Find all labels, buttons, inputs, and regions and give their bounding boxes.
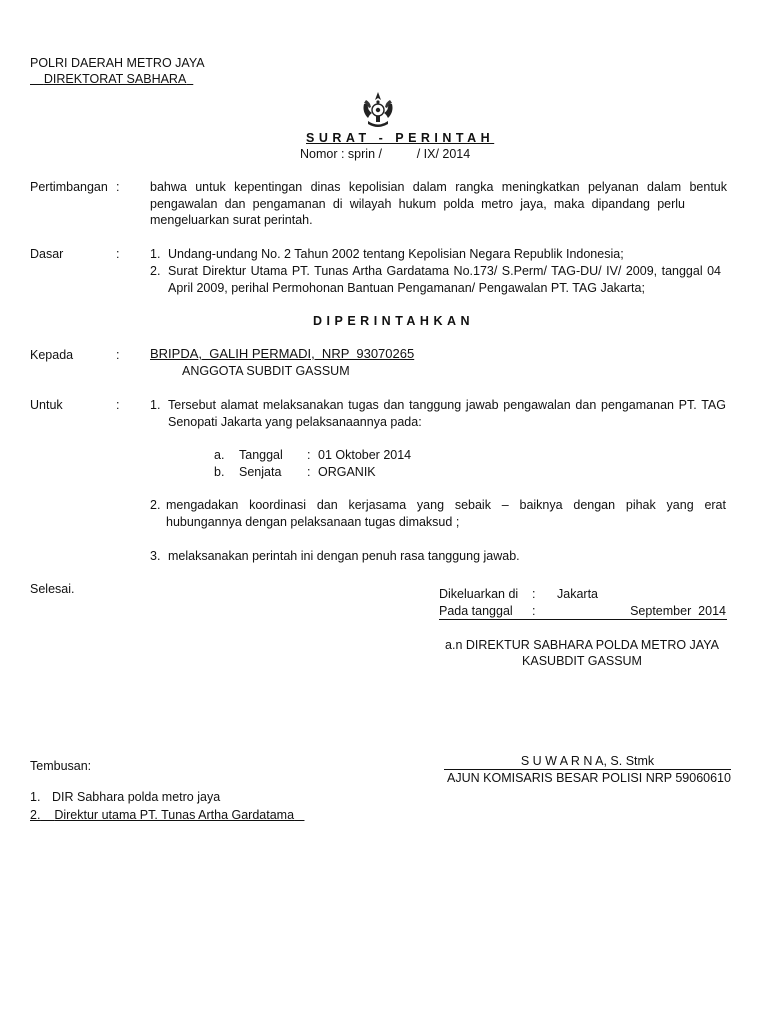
pertimbangan-label: Pertimbangan — [30, 180, 108, 194]
untuk-item-2-num: 2. — [150, 498, 161, 512]
kepada-label: Kepada — [30, 348, 74, 362]
issued-place-label: Dikeluarkan di — [439, 587, 519, 601]
sub-a-colon: : — [307, 448, 311, 462]
dasar-item-2-line-2: April 2009, perihal Permohonan Bantuan Pengamanan/ Pengawalan PT. TAG Jakarta; — [168, 281, 645, 295]
issued-place-colon: : — [532, 587, 536, 601]
org-line-1: POLRI DAERAH METRO JAYA — [30, 56, 205, 70]
tembusan-item-2-num: 2. — [30, 808, 41, 822]
tembusan-item-2: Direktur utama PT. Tunas Artha Gardatama — [54, 808, 295, 822]
police-emblem-icon — [356, 88, 400, 132]
dasar-item-2-line-1: Surat Direktur Utama PT. Tunas Artha Gardatama No.173/ S.Perm/ TAG-DU/ IV/ 2009, tanggal 04 — [168, 264, 721, 278]
signatory-line-2: KASUBDIT GASSUM — [522, 654, 642, 668]
untuk-item-3-num: 3. — [150, 549, 161, 563]
pertimbangan-line-2: pengawalan dan pengamanan di wilayah hukum polda metro jaya, maka dipandang perlu — [150, 197, 685, 211]
untuk-label: Untuk — [30, 398, 63, 412]
untuk-item-1-line-1: Tersebut alamat melaksanakan tugas dan tanggung jawab pengawalan dan pengamanan PT. TAG — [168, 398, 726, 412]
untuk-item-3: melaksanakan perintah ini dengan penuh rasa tanggung jawab. — [168, 549, 520, 563]
untuk-item-2-line-2: hubungannya dengan pelaksanaan tugas dimaksud ; — [166, 515, 460, 529]
untuk-item-2-line-1: mengadakan koordinasi dan kerjasama yang sebaik – baiknya dengan pihak yang erat — [166, 498, 726, 512]
sub-a-key: a. — [214, 448, 225, 462]
recipient-position: ANGGOTA SUBDIT GASSUM — [182, 364, 350, 378]
issued-date-colon: : — [532, 604, 536, 618]
document-number: Nomor : sprin / / IX/ 2014 — [300, 147, 471, 161]
kepada-colon: : — [116, 348, 120, 362]
sub-b-value: ORGANIK — [318, 465, 376, 479]
untuk-item-1-num: 1. — [150, 398, 161, 412]
dasar-item-1: Undang-undang No. 2 Tahun 2002 tentang Kepolisian Negara Republik Indonesia; — [168, 247, 624, 261]
dasar-item-1-num: 1. — [150, 247, 161, 261]
untuk-colon: : — [116, 398, 120, 412]
issued-date-label: Pada tanggal — [439, 604, 513, 618]
org-line-2: DIREKTORAT SABHARA — [43, 72, 187, 86]
diperintahkan-heading: DIPERINTAHKAN — [313, 314, 475, 328]
pertimbangan-colon: : — [116, 180, 120, 194]
tembusan-label: Tembusan: — [30, 759, 92, 773]
dasar-label: Dasar — [30, 247, 64, 261]
sub-b-colon: : — [307, 465, 311, 479]
sub-b-key: b. — [214, 465, 225, 479]
signatory-rank: AJUN KOMISARIS BESAR POLISI NRP 59060610 — [447, 771, 731, 785]
issued-date-value: September 2014 — [630, 604, 726, 618]
issued-date-row — [439, 603, 727, 620]
pertimbangan-line-1: bahwa untuk kepentingan dinas kepolisian dalam rangka meningkatkan pelyanan dalam bentuk — [150, 180, 727, 194]
tembusan-item-2-row — [30, 807, 304, 823]
closing-text: Selesai. — [30, 582, 75, 596]
signatory-line-1: a.n DIREKTUR SABHARA POLDA METRO JAYA — [445, 638, 719, 652]
sub-a-label: Tanggal — [239, 448, 283, 462]
pertimbangan-line-3: mengeluarkan surat perintah. — [150, 213, 313, 227]
document-title: SURAT - PERINTAH — [306, 131, 495, 145]
recipient-name: BRIPDA, GALIH PERMADI, NRP 93070265 — [150, 346, 415, 361]
signatory-name: S U W A R N A, S. Stmk — [444, 754, 731, 770]
tembusan-item-1-num: 1. — [30, 790, 41, 804]
tembusan-item-1: DIR Sabhara polda metro jaya — [52, 790, 221, 804]
dasar-colon: : — [116, 247, 120, 261]
dasar-item-2-num: 2. — [150, 264, 161, 278]
issued-place-value: Jakarta — [557, 587, 598, 601]
sub-a-value: 01 Oktober 2014 — [318, 448, 412, 462]
sub-b-label: Senjata — [239, 465, 282, 479]
untuk-item-1-line-2: Senopati Jakarta yang pelaksanaannya pada: — [168, 415, 422, 429]
